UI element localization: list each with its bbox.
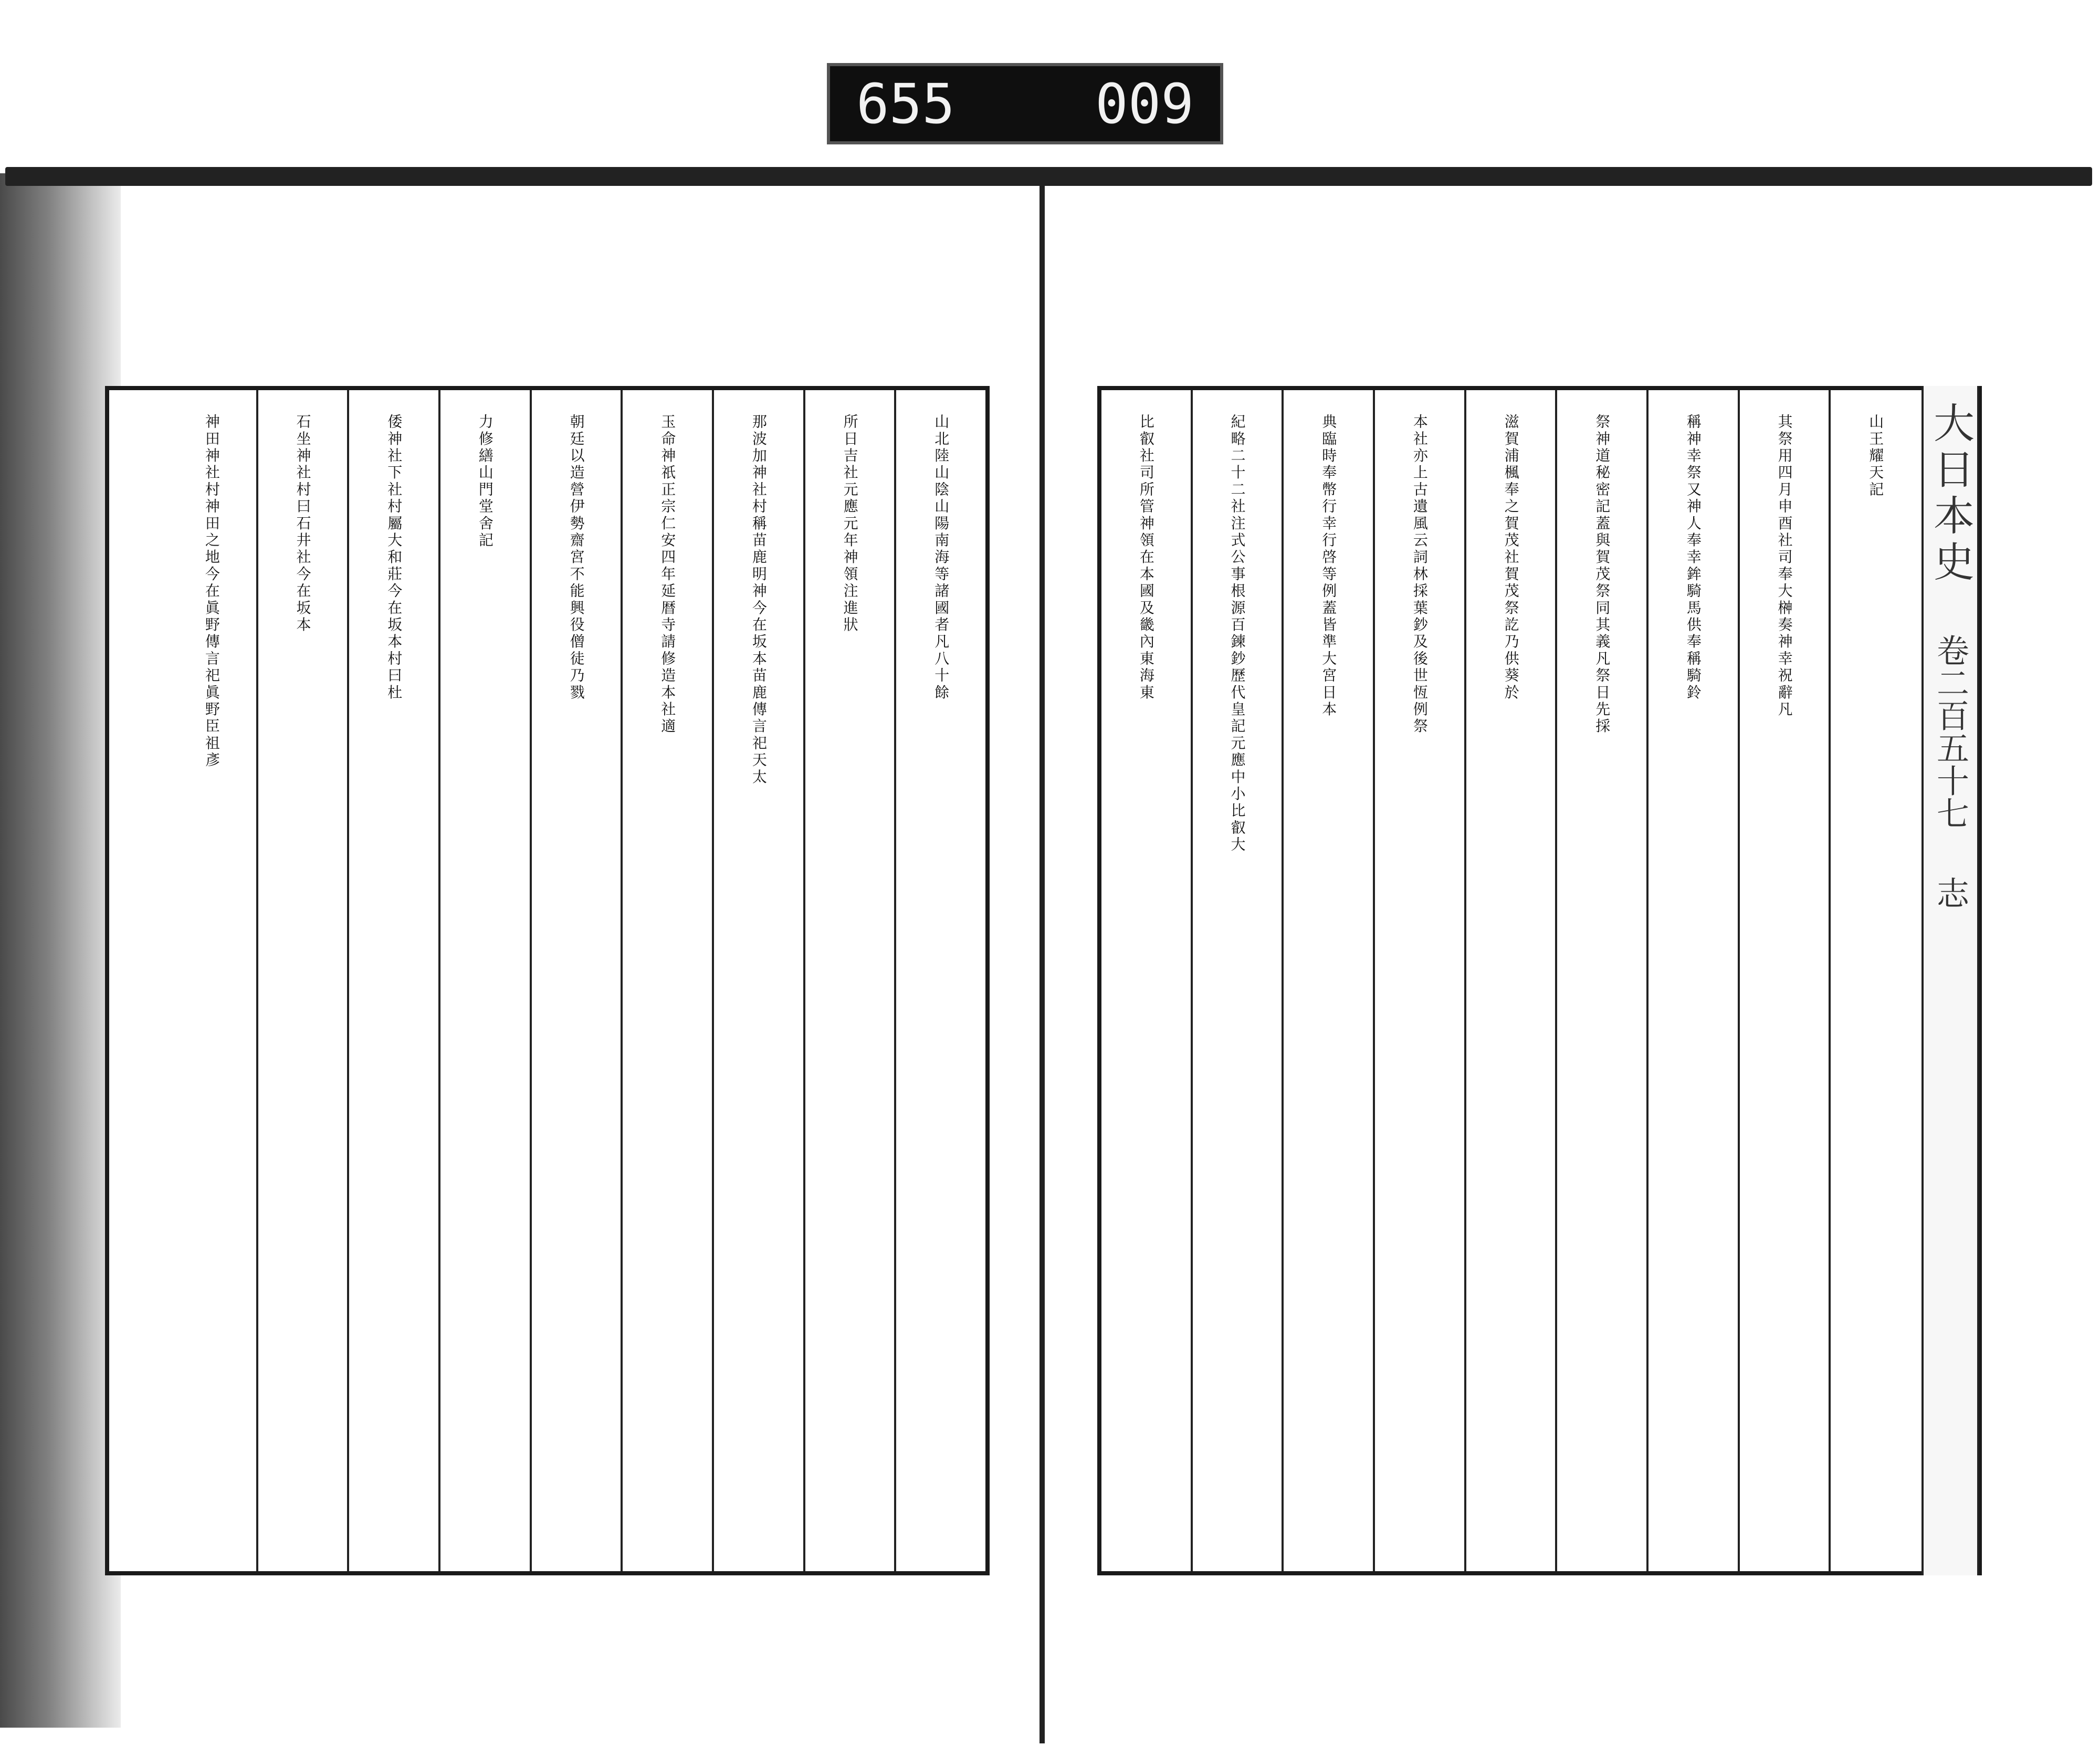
column-text: 山王耀天記 xyxy=(1867,414,1885,498)
column-text: 其祭用四月申酉社司奉大榊奏神幸祝辭凡 xyxy=(1776,414,1793,718)
column-text: 山北陸山陰山陽南海等諸國者凡八十餘 xyxy=(932,414,950,702)
text-column xyxy=(1646,390,1738,1571)
page-gutter xyxy=(1040,173,1045,1743)
catalog-label xyxy=(827,63,1223,144)
right-page-volume: 卷二百五十七 xyxy=(1931,634,1970,829)
text-column xyxy=(1101,390,1191,1571)
text-column xyxy=(1738,390,1829,1571)
text-column xyxy=(1373,390,1464,1571)
column-text: 神田神社村神田之地今在眞野傳言祀眞野臣祖彥 xyxy=(203,414,220,769)
column-text: 石坐神社村曰石井社今在坂本 xyxy=(294,414,312,634)
text-column xyxy=(347,390,438,1571)
text-column xyxy=(256,390,348,1571)
column-text: 滋賀浦楓奉之賀茂社賀茂祭訖乃供葵於 xyxy=(1502,414,1520,702)
column-text: 比叡社司所管神領在本國及畿內東海東 xyxy=(1137,414,1155,702)
right-page-section: 志 xyxy=(1931,876,1970,909)
right-page-margin-strip xyxy=(1922,386,1979,1575)
column-text: 紀略二十二社注式公事根源百鍊鈔歷代皇記元應中小比叡大 xyxy=(1228,414,1246,854)
text-column xyxy=(1282,390,1373,1571)
text-column xyxy=(1555,390,1646,1571)
column-text: 玉命神祇正宗仁安四年延暦寺請修造本社適 xyxy=(659,414,677,735)
catalog-number-left: 655 xyxy=(856,71,955,136)
column-text: 力修繕山門堂舍記 xyxy=(476,414,494,549)
column-text: 所日吉社元應元年神領注進狀 xyxy=(841,414,859,634)
text-column xyxy=(621,390,712,1571)
column-text: 倭神社下社村屬大和莊今在坂本村曰杜 xyxy=(385,414,403,702)
right-page-header: 大日本史 xyxy=(1927,402,1974,587)
left-page xyxy=(105,386,990,1575)
text-column xyxy=(530,390,621,1571)
column-text: 祭神道秘密記蓋與賀茂祭同其義凡祭日先採 xyxy=(1593,414,1611,735)
text-column xyxy=(1829,390,1920,1571)
column-text: 朝廷以造營伊勢齋宮不能興役僧徒乃戮 xyxy=(568,414,585,702)
catalog-number-right: 009 xyxy=(1095,71,1194,136)
text-column xyxy=(712,390,803,1571)
text-column xyxy=(803,390,895,1571)
column-text: 稱神幸祭又神人奉幸鉾騎馬供奉稱騎鈴 xyxy=(1684,414,1702,702)
text-column xyxy=(1191,390,1282,1571)
column-text: 典臨時奉幣行幸行啓等例蓋皆準大宮日本 xyxy=(1320,414,1338,718)
text-column xyxy=(1464,390,1556,1571)
column-text: 本社亦上古遺風云詞林採葉鈔及後世恆例祭 xyxy=(1411,414,1429,735)
right-page-columns xyxy=(1101,390,1920,1571)
text-column xyxy=(438,390,530,1571)
text-column xyxy=(167,390,256,1571)
left-page-columns xyxy=(167,390,985,1571)
scan-shadow xyxy=(0,173,121,1728)
binding-fold xyxy=(5,167,2092,186)
column-text: 那波加神社村稱苗鹿明神今在坂本苗鹿傳言祀天太 xyxy=(750,414,768,786)
text-column xyxy=(894,390,985,1571)
right-page xyxy=(1097,386,1982,1575)
